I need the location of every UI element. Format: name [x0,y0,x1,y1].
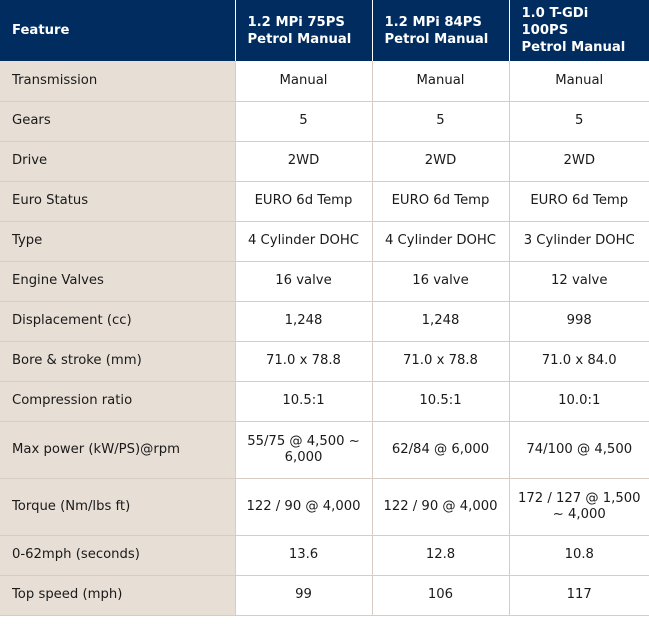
value-cell: 5 [235,101,372,141]
header-engine-3 [509,0,649,61]
value-cell: 10.0:1 [509,381,649,421]
value-cell: 12.8 [372,535,509,575]
value-cell: 16 valve [235,261,372,301]
value-cell: EURO 6d Temp [372,181,509,221]
value-cell: 99 [235,575,372,615]
header-row [0,0,649,61]
feature-cell: 0-62mph (seconds) [0,535,235,575]
value-cell: Manual [509,61,649,101]
value-cell: 71.0 x 84.0 [509,341,649,381]
value-cell: 172 / 127 @ 1,500 ~ 4,000 [509,478,649,535]
feature-cell: Top speed (mph) [0,575,235,615]
value-cell: Manual [372,61,509,101]
value-cell: 13.6 [235,535,372,575]
value-cell: 4 Cylinder DOHC [372,221,509,261]
value-cell: 2WD [509,141,649,181]
value-cell: 2WD [235,141,372,181]
table-body [0,61,649,615]
table-row [0,421,649,478]
feature-cell: Displacement (cc) [0,301,235,341]
value-cell: EURO 6d Temp [509,181,649,221]
value-cell: 71.0 x 78.8 [372,341,509,381]
value-cell: 10.5:1 [372,381,509,421]
table-row [0,341,649,381]
feature-cell: Euro Status [0,181,235,221]
header-line: 1.2 MPi 84PS [384,14,482,30]
feature-cell: Torque (Nm/lbs ft) [0,478,235,535]
header-line: Petrol Manual [521,40,626,55]
table-header [0,0,649,61]
table-row [0,61,649,101]
header-line: Petrol Manual [247,31,352,47]
value-cell: 1,248 [372,301,509,341]
header-line: 1.2 MPi 75PS [247,14,345,30]
value-cell: 998 [509,301,649,341]
header-line: Feature [12,23,70,38]
feature-cell: Gears [0,101,235,141]
feature-cell: Drive [0,141,235,181]
value-cell: 106 [372,575,509,615]
value-cell: 62/84 @ 6,000 [372,421,509,478]
feature-cell: Compression ratio [0,381,235,421]
value-cell: 1,248 [235,301,372,341]
feature-cell: Transmission [0,61,235,101]
value-cell: 5 [372,101,509,141]
header-line: Petrol Manual [384,31,489,47]
table-row [0,141,649,181]
table-row [0,261,649,301]
header-line: 1.0 T-GDi 100PS [521,6,589,38]
value-cell: 117 [509,575,649,615]
value-cell: Manual [235,61,372,101]
table-row [0,575,649,615]
table-row [0,221,649,261]
table-row [0,381,649,421]
feature-cell: Engine Valves [0,261,235,301]
table-row [0,181,649,221]
table-row [0,478,649,535]
value-cell: 122 / 90 @ 4,000 [235,478,372,535]
value-cell: 16 valve [372,261,509,301]
feature-cell: Type [0,221,235,261]
value-cell: 5 [509,101,649,141]
feature-cell: Max power (kW/PS)@rpm [0,421,235,478]
header-engine-1 [235,0,372,61]
value-cell: 2WD [372,141,509,181]
table-row [0,535,649,575]
value-cell: 74/100 @ 4,500 [509,421,649,478]
value-cell: 55/75 @ 4,500 ~ 6,000 [235,421,372,478]
value-cell: 10.8 [509,535,649,575]
value-cell: EURO 6d Temp [235,181,372,221]
table-row [0,101,649,141]
header-engine-2 [372,0,509,61]
value-cell: 12 valve [509,261,649,301]
table-row [0,301,649,341]
value-cell: 3 Cylinder DOHC [509,221,649,261]
value-cell: 71.0 x 78.8 [235,341,372,381]
value-cell: 122 / 90 @ 4,000 [372,478,509,535]
value-cell: 4 Cylinder DOHC [235,221,372,261]
value-cell: 10.5:1 [235,381,372,421]
feature-cell: Bore & stroke (mm) [0,341,235,381]
header-feature [0,0,235,61]
